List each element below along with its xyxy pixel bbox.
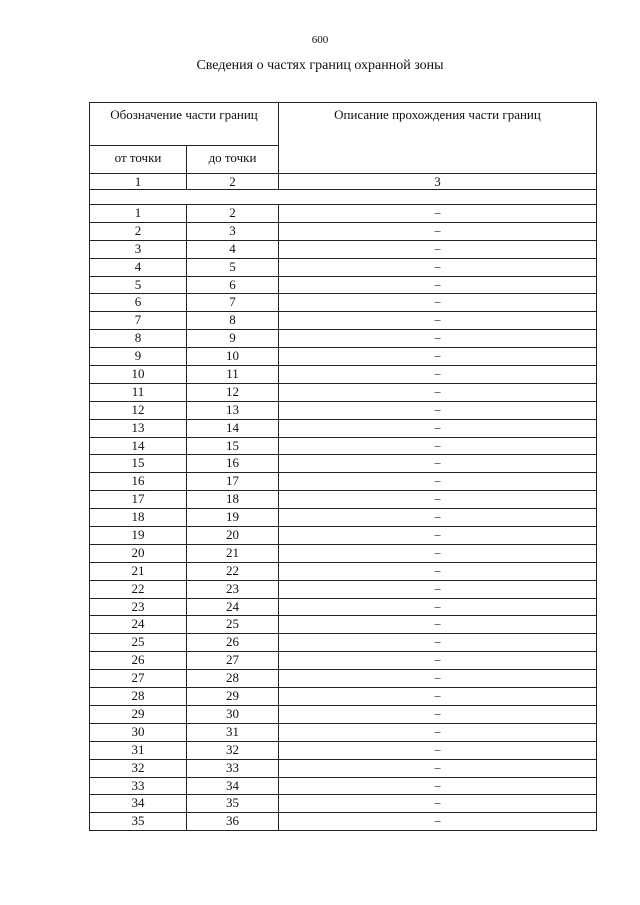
to-point-cell: 12 — [187, 383, 279, 401]
table-row — [90, 527, 597, 545]
from-point-cell: 15 — [90, 455, 187, 473]
from-point-cell: 7 — [90, 312, 187, 330]
table-header — [90, 103, 597, 205]
from-point-cell: 6 — [90, 294, 187, 312]
table-row — [90, 312, 597, 330]
from-point-cell: 26 — [90, 652, 187, 670]
description-cell: – — [279, 670, 597, 688]
table-row — [90, 330, 597, 348]
from-point-cell: 22 — [90, 580, 187, 598]
to-point-cell: 3 — [187, 222, 279, 240]
header-boundary-description: Описание прохождения части границ — [279, 103, 597, 174]
description-cell: – — [279, 348, 597, 366]
to-point-cell: 19 — [187, 509, 279, 527]
to-point-cell: 9 — [187, 330, 279, 348]
table-row — [90, 294, 597, 312]
to-point-cell: 35 — [187, 795, 279, 813]
description-cell: – — [279, 741, 597, 759]
table-row — [90, 491, 597, 509]
from-point-cell: 10 — [90, 366, 187, 384]
to-point-cell: 36 — [187, 813, 279, 831]
from-point-cell: 17 — [90, 491, 187, 509]
description-cell: – — [279, 544, 597, 562]
from-point-cell: 8 — [90, 330, 187, 348]
description-cell: – — [279, 330, 597, 348]
table-row — [90, 777, 597, 795]
table-row — [90, 509, 597, 527]
from-point-cell: 13 — [90, 419, 187, 437]
table-row — [90, 813, 597, 831]
from-point-cell: 14 — [90, 437, 187, 455]
to-point-cell: 11 — [187, 366, 279, 384]
to-point-cell: 30 — [187, 705, 279, 723]
from-point-cell: 21 — [90, 562, 187, 580]
header-boundary-designation: Обозначение части границ — [90, 103, 279, 146]
description-cell: – — [279, 276, 597, 294]
table-row — [90, 258, 597, 276]
from-point-cell: 24 — [90, 616, 187, 634]
from-point-cell: 25 — [90, 634, 187, 652]
table-row — [90, 276, 597, 294]
to-point-cell: 7 — [187, 294, 279, 312]
from-point-cell: 5 — [90, 276, 187, 294]
to-point-cell: 4 — [187, 240, 279, 258]
from-point-cell: 30 — [90, 723, 187, 741]
boundary-parts-table-container — [89, 102, 596, 831]
from-point-cell: 4 — [90, 258, 187, 276]
description-cell: – — [279, 562, 597, 580]
description-cell: – — [279, 705, 597, 723]
table-row — [90, 544, 597, 562]
from-point-cell: 19 — [90, 527, 187, 545]
to-point-cell: 28 — [187, 670, 279, 688]
table-row — [90, 616, 597, 634]
from-point-cell: 16 — [90, 473, 187, 491]
description-cell: – — [279, 688, 597, 706]
to-point-cell: 20 — [187, 527, 279, 545]
to-point-cell: 32 — [187, 741, 279, 759]
description-cell: – — [279, 777, 597, 795]
description-cell: – — [279, 437, 597, 455]
from-point-cell: 33 — [90, 777, 187, 795]
table-row — [90, 634, 597, 652]
from-point-cell: 12 — [90, 401, 187, 419]
to-point-cell: 14 — [187, 419, 279, 437]
description-cell: – — [279, 240, 597, 258]
description-cell: – — [279, 759, 597, 777]
description-cell: – — [279, 455, 597, 473]
table-row — [90, 437, 597, 455]
table-body — [90, 205, 597, 831]
table-row — [90, 795, 597, 813]
description-cell: – — [279, 258, 597, 276]
description-cell: – — [279, 580, 597, 598]
table-row — [90, 562, 597, 580]
column-number: 3 — [279, 174, 597, 190]
table-row — [90, 240, 597, 258]
to-point-cell: 22 — [187, 562, 279, 580]
boundary-parts-table — [89, 102, 597, 831]
table-row — [90, 383, 597, 401]
to-point-cell: 5 — [187, 258, 279, 276]
from-point-cell: 31 — [90, 741, 187, 759]
description-cell: – — [279, 509, 597, 527]
from-point-cell: 34 — [90, 795, 187, 813]
from-point-cell: 23 — [90, 598, 187, 616]
table-row — [90, 580, 597, 598]
from-point-cell: 1 — [90, 205, 187, 223]
to-point-cell: 21 — [187, 544, 279, 562]
description-cell: – — [279, 419, 597, 437]
table-row — [90, 670, 597, 688]
description-cell: – — [279, 312, 597, 330]
table-row — [90, 688, 597, 706]
to-point-cell: 31 — [187, 723, 279, 741]
description-cell: – — [279, 294, 597, 312]
description-cell: – — [279, 616, 597, 634]
page-number: 600 — [311, 34, 329, 46]
to-point-cell: 15 — [187, 437, 279, 455]
from-point-cell: 35 — [90, 813, 187, 831]
to-point-cell: 18 — [187, 491, 279, 509]
from-point-cell: 20 — [90, 544, 187, 562]
table-row — [90, 348, 597, 366]
from-point-cell: 29 — [90, 705, 187, 723]
table-row — [90, 419, 597, 437]
table-row — [90, 366, 597, 384]
to-point-cell: 17 — [187, 473, 279, 491]
from-point-cell: 28 — [90, 688, 187, 706]
from-point-cell: 27 — [90, 670, 187, 688]
table-row — [90, 723, 597, 741]
table-row — [90, 705, 597, 723]
to-point-cell: 29 — [187, 688, 279, 706]
table-row — [90, 598, 597, 616]
description-cell: – — [279, 491, 597, 509]
table-row — [90, 205, 597, 223]
description-cell: – — [279, 813, 597, 831]
table-row — [90, 759, 597, 777]
to-point-cell: 6 — [187, 276, 279, 294]
description-cell: – — [279, 652, 597, 670]
description-cell: – — [279, 383, 597, 401]
from-point-cell: 9 — [90, 348, 187, 366]
description-cell: – — [279, 366, 597, 384]
from-point-cell: 11 — [90, 383, 187, 401]
table-row — [90, 401, 597, 419]
description-cell: – — [279, 598, 597, 616]
to-point-cell: 23 — [187, 580, 279, 598]
column-number-row — [90, 174, 597, 190]
description-cell: – — [279, 205, 597, 223]
description-cell: – — [279, 527, 597, 545]
header-to-point: до точки — [187, 146, 279, 174]
to-point-cell: 2 — [187, 205, 279, 223]
from-point-cell: 18 — [90, 509, 187, 527]
table-row — [90, 455, 597, 473]
table-row — [90, 741, 597, 759]
description-cell: – — [279, 723, 597, 741]
from-point-cell: 32 — [90, 759, 187, 777]
to-point-cell: 13 — [187, 401, 279, 419]
to-point-cell: 33 — [187, 759, 279, 777]
to-point-cell: 25 — [187, 616, 279, 634]
description-cell: – — [279, 401, 597, 419]
table-row — [90, 652, 597, 670]
to-point-cell: 27 — [187, 652, 279, 670]
column-number: 2 — [187, 174, 279, 190]
description-cell: – — [279, 222, 597, 240]
header-from-point: от точки — [90, 146, 187, 174]
to-point-cell: 24 — [187, 598, 279, 616]
to-point-cell: 26 — [187, 634, 279, 652]
description-cell: – — [279, 795, 597, 813]
from-point-cell: 3 — [90, 240, 187, 258]
spacer-row — [90, 190, 597, 205]
page-title: Сведения о частях границ охранной зоны — [196, 58, 444, 73]
description-cell: – — [279, 473, 597, 491]
table-row — [90, 473, 597, 491]
to-point-cell: 8 — [187, 312, 279, 330]
to-point-cell: 10 — [187, 348, 279, 366]
to-point-cell: 34 — [187, 777, 279, 795]
description-cell: – — [279, 634, 597, 652]
column-number: 1 — [90, 174, 187, 190]
spacer-cell — [90, 190, 597, 205]
to-point-cell: 16 — [187, 455, 279, 473]
table-row — [90, 222, 597, 240]
from-point-cell: 2 — [90, 222, 187, 240]
